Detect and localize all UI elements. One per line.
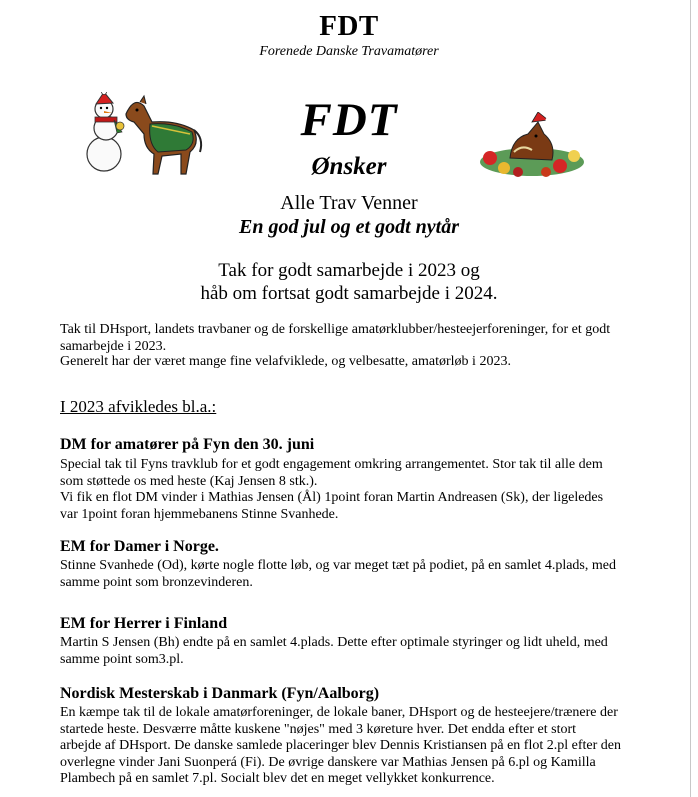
section-body	[60, 705, 650, 788]
greeting-holiday: En god jul og et godt nytår	[238, 216, 460, 238]
intro-paragraph-2	[60, 354, 650, 371]
intro-line: Tak til DHsport, landets travbaner og de forskellige amatørklubber/hesteejerforeninger, for et godt	[60, 322, 611, 337]
section-line: Stinne Svanhede (Od), kørte nogle flotte løb, og var meget tæt på podiet, på en samlet 4.plads, med	[60, 558, 616, 573]
thanks-line-2: håb om fortsat godt samarbejde i 2024.	[200, 283, 498, 304]
greeting-recipients: Alle Trav Venner	[280, 192, 418, 214]
section-title: Nordisk Mesterskab i Danmark (Fyn/Aalborg)	[60, 685, 380, 702]
section-line: var 1point foran hjemmebanens Stinne Svanhede.	[60, 506, 339, 522]
section-line: Plambech på en samlet 7.pl. Socialt blev det en meget vellykket konkurrence.	[60, 771, 495, 786]
section-line: arbejde af DHsport. De danske samlede placeringer blev Dennis Kristiansen på en flot 2.pl efter den	[60, 738, 621, 753]
header-subtitle: Forenede Danske Travamatører	[259, 44, 439, 59]
section-body	[60, 635, 650, 668]
section-line: Martin S Jensen (Bh) endte på en samlet 4.plads. Dette efter optimale styringer og lidt uheld, med	[60, 635, 608, 650]
section-line: Special tak til Fyns travklub for et godt engagement omkring arrangementet. Stor tak til alle dem	[60, 457, 603, 472]
greeting-big-title: FDT	[300, 94, 398, 146]
intro-line: Generelt har der været mange fine velafviklede, og velbesatte, amatørløb i 2023.	[60, 354, 511, 369]
section-title: EM for Herrer i Finland	[60, 615, 228, 632]
afvikledes-heading: I 2023 afvikledes bl.a.:	[60, 397, 217, 416]
section-title: EM for Damer i Norge.	[60, 538, 219, 555]
intro-line: samarbejde i 2023.	[60, 338, 167, 354]
thanks-line-1: Tak for godt samarbejde i 2023 og	[218, 260, 480, 281]
section-line: En kæmpe tak til de lokale amatørforeninger, de lokale baner, DHsport og de hesteejere/trænere der	[60, 705, 618, 720]
greeting-wishes: Ønsker	[311, 153, 387, 180]
section-line: samme point som bronzevinderen.	[60, 574, 253, 590]
section-body	[60, 457, 650, 523]
section-line: overlegne vinder Jani Suonperá (Fi). De øvrige danskere var Mathias Jensen på 6.pl og Kamilla	[60, 754, 596, 770]
section-line: samme point som3.pl.	[60, 651, 184, 667]
section-body	[60, 558, 650, 591]
section-line: startede heste. Desværre måtte kuskene "nøjes" med 3 køreture hver. Det endda efter et stort	[60, 721, 577, 737]
section-title: DM for amatører på Fyn den 30. juni	[60, 436, 315, 453]
section-line: Vi fik en flot DM vinder i Mathias Jensen (Ål) 1point foran Martin Andreasen (Sk), der ligeledes	[60, 490, 604, 505]
section-line: som støttede os med heste (Kaj Jensen 8 stk.).	[60, 473, 318, 489]
header-title: FDT	[319, 10, 379, 42]
intro-paragraph	[60, 322, 650, 355]
